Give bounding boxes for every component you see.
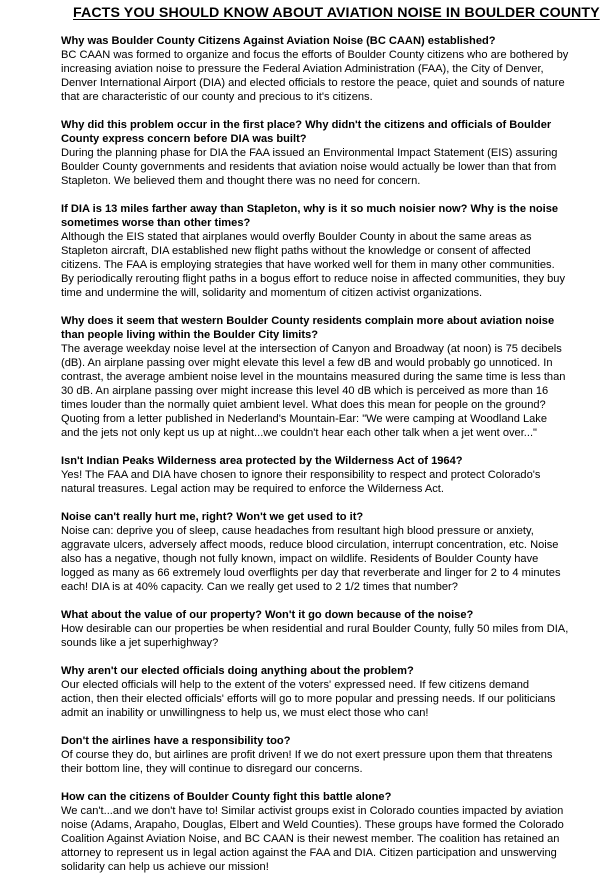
answer-line: By periodically rerouting flight paths in a bogus effort to reduce noise in affected communities, they buy <box>61 273 566 285</box>
faq-answer <box>61 342 601 440</box>
faq-answer <box>61 622 601 650</box>
answer-line: During the planning phase for DIA the FAA issued an Environmental Impact Statement (EIS) assuring <box>61 147 558 159</box>
faq-question <box>61 454 601 468</box>
answer-line: admit an inability or unwillingness to help us, we must elect those who can! <box>61 707 429 719</box>
question-line: Why did this problem occur in the first place? Why didn't the citizens and officials of Boulder <box>61 119 552 131</box>
question-line: sometimes worse than other times? <box>61 217 251 229</box>
question-line: Why was Boulder County Citizens Against Aviation Noise (BC CAAN) established? <box>61 35 496 47</box>
faq-section <box>61 790 601 874</box>
answer-line: Of course they do, but airlines are profit driven! If we do not exert pressure upon them that threatens <box>61 749 553 761</box>
faq-question <box>61 664 601 678</box>
faq-question <box>61 608 601 622</box>
faq-answer <box>61 48 601 104</box>
question-line: than people living within the Boulder City limits? <box>61 329 319 341</box>
answer-line: Stapleton. We believed them and thought there was no need for concern. <box>61 175 421 187</box>
answer-line: Stapleton aircraft, DIA established new flight paths without the knowledge or consent of affected <box>61 245 531 257</box>
faq-section <box>61 608 601 650</box>
faq-section <box>61 734 601 776</box>
answer-line: that are characteristic of our county and precious to it's citizens. <box>61 91 373 103</box>
answer-line: attorney to represent us in legal action against the FAA and DIA. Citizen participation and unswerving <box>61 847 557 859</box>
answer-line: Denver International Airport (DIA) and elected officials to restore the peace, quiet and sounds of nature <box>61 77 565 89</box>
answer-line: solidarity can help us achieve our mission! <box>61 861 269 873</box>
faq-answer <box>61 524 601 594</box>
answer-line: their bottom line, they will continue to disregard our concerns. <box>61 763 363 775</box>
answer-line: Quoting from a letter published in Nederland's Mountain-Ear: "We were camping at Woodland Lake <box>61 413 548 425</box>
answer-line: contrast, the average ambient noise level in the mountains measured during the same time is less than <box>61 371 566 383</box>
answer-line: sounds like a jet superhighway? <box>61 637 219 649</box>
answer-line: natural treasures. Legal action may be required to enforce the Wilderness Act. <box>61 483 444 495</box>
faq-section <box>61 454 601 496</box>
answer-line: Our elected officials will help to the extent of the voters' expressed need. If few citizens demand <box>61 679 530 691</box>
faq-answer <box>61 146 601 188</box>
faq-section <box>61 664 601 720</box>
answer-line: times louder than the normally quiet ambient level. What does this mean for people on the ground? <box>61 399 546 411</box>
question-line: What about the value of our property? Won't it go down because of the noise? <box>61 609 474 621</box>
faq-answer <box>61 748 601 776</box>
answer-line: Although the EIS stated that airplanes would overfly Boulder County in about the same areas as <box>61 231 532 243</box>
faq-question <box>61 790 601 804</box>
faq-section <box>61 314 601 440</box>
faq-question <box>61 118 601 146</box>
answer-line: action, then their elected officials' efforts will go to more popular and pressing needs. If our politicians <box>61 693 556 705</box>
faq-question <box>61 202 601 230</box>
answer-line: BC CAAN was formed to organize and focus the efforts of Boulder County citizens who are bothered by <box>61 49 569 61</box>
answer-line: logged as many as 66 extremely loud overflights per day that reverberate and linger for 2 to 4 minutes <box>61 567 561 579</box>
answer-line: also has a negative, though not fully known, impact on wildlife. Residents of Boulder County have <box>61 553 539 565</box>
answer-line: increasing aviation noise to pressure the Federal Aviation Administration (FAA), the City of Denver, <box>61 63 544 75</box>
faq-answer <box>61 468 601 496</box>
answer-line: noise (Adams, Arapaho, Douglas, Elbert and Weld Counties). These groups have formed the Colorado <box>61 819 564 831</box>
faq-answer <box>61 804 601 874</box>
answer-line: Boulder County governments and residents that aviation noise would actually be lower than that from <box>61 161 557 173</box>
answer-line: aggravate ulcers, adversely affect moods, reduce blood circulation, interrupt concentration, etc. Noise <box>61 539 559 551</box>
faq-question <box>61 34 601 48</box>
question-line: How can the citizens of Boulder County fight this battle alone? <box>61 791 392 803</box>
answer-line: How desirable can our properties be when residential and rural Boulder County, fully 50 miles from DIA, <box>61 623 569 635</box>
question-line: Isn't Indian Peaks Wilderness area protected by the Wilderness Act of 1964? <box>61 455 463 467</box>
answer-line: We can't...and we don't have to! Similar activist groups exist in Colorado counties impacted by aviation <box>61 805 564 817</box>
faq-section <box>61 34 601 104</box>
question-line: County express concern before DIA was built? <box>61 133 307 145</box>
question-line: Don't the airlines have a responsibility too? <box>61 735 291 747</box>
answer-line: Coalition Against Aviation Noise, and BC CAAN is their newest member. The coalition has retained an <box>61 833 560 845</box>
question-line: Noise can't really hurt me, right? Won't we get used to it? <box>61 511 364 523</box>
answer-line: citizens. The FAA is employing strategies that have worked well for them in many other communities. <box>61 259 555 271</box>
question-line: Why aren't our elected officials doing anything about the problem? <box>61 665 414 677</box>
faq-question <box>61 510 601 524</box>
faq-section <box>61 118 601 188</box>
answer-line: time and undermine the will, solidarity and momentum of citizen activist organizations. <box>61 287 483 299</box>
answer-line: each! DIA is at 40% capacity. Can we really get used to 2 1/2 times that number? <box>61 581 458 593</box>
document-title: FACTS YOU SHOULD KNOW ABOUT AVIATION NOISE IN BOULDER COUNTY <box>73 5 600 21</box>
answer-line: 30 dB. An airplane passing over might increase this level 40 dB which is perceived as more than 16 <box>61 385 549 397</box>
answer-line: Yes! The FAA and DIA have chosen to ignore their responsibility to respect and protect Colorado's <box>61 469 541 481</box>
question-line: If DIA is 13 miles farther away than Stapleton, why is it so much noisier now? Why is the noise <box>61 203 559 215</box>
question-line: Why does it seem that western Boulder County residents complain more about aviation noise <box>61 315 555 327</box>
faq-sections <box>61 34 601 888</box>
faq-question <box>61 734 601 748</box>
faq-section <box>61 202 601 300</box>
faq-answer <box>61 230 601 300</box>
faq-section <box>61 510 601 594</box>
faq-answer <box>61 678 601 720</box>
answer-line: The average weekday noise level at the intersection of Canyon and Broadway (at noon) is 75 decibels <box>61 343 562 355</box>
answer-line: Noise can: deprive you of sleep, cause headaches from resultant high blood pressure or anxiety, <box>61 525 534 537</box>
answer-line: and the jets not only kept us up at night...we couldn't hear each other talk when a jet went over..." <box>61 427 537 439</box>
answer-line: (dB). An airplane passing over might elevate this level a few dB and would probably go unnoticed. In <box>61 357 553 369</box>
faq-question <box>61 314 601 342</box>
